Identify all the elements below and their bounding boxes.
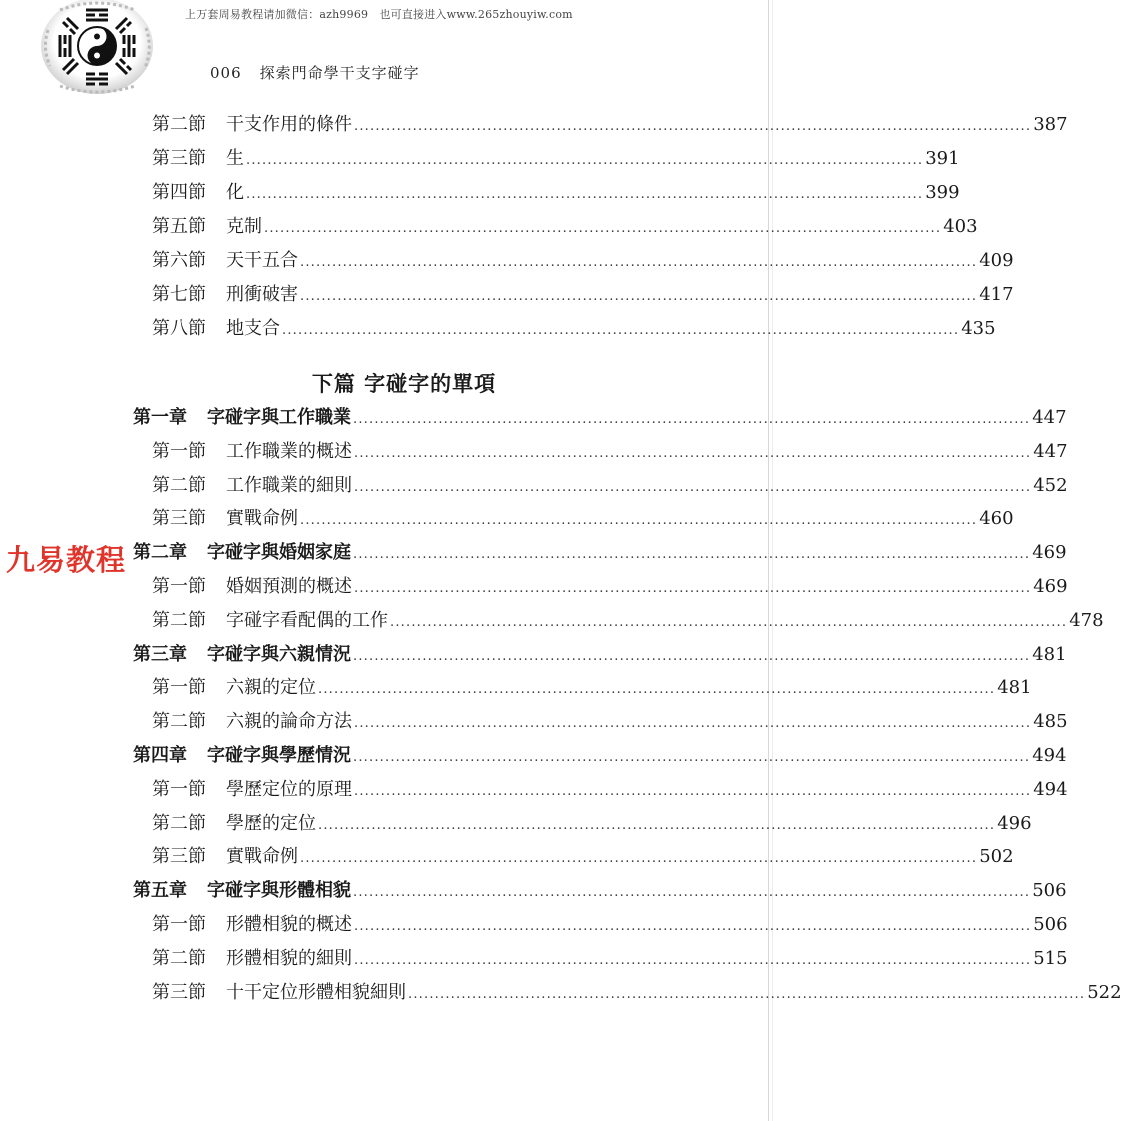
toc-entry-page: 452 <box>1033 474 1068 496</box>
toc-entry-title: 化 <box>226 182 244 203</box>
toc-section-entry <box>152 144 960 172</box>
toc-entry-title: 六親的定位 <box>226 677 316 699</box>
header-book-title: 探索門命學干支字碰字 <box>259 64 420 82</box>
toc-entry-label: 第五章 <box>133 880 187 902</box>
toc-dot-leader: ............................................................................................................................... <box>354 479 1032 495</box>
toc-entry-page: 478 <box>1069 609 1104 631</box>
toc-entry-page: 502 <box>979 846 1014 868</box>
toc-entry-title: 實戰命例 <box>226 508 298 530</box>
toc-section-entry <box>152 437 1068 465</box>
toc-entry-title: 字碰字與工作職業 <box>207 407 351 428</box>
toc-section-entry <box>152 178 960 206</box>
toc-section-entry <box>152 673 1032 701</box>
toc-entry-page: 391 <box>925 148 960 169</box>
toc-entry-page: 403 <box>943 216 978 237</box>
toc-entry-page: 469 <box>1032 542 1067 564</box>
toc-entry-label: 第一節 <box>152 914 206 935</box>
toc-entry-page: 399 <box>925 182 960 203</box>
toc-entry-title: 六親的論命方法 <box>226 711 352 733</box>
toc-entry-title: 刑衝破害 <box>226 284 298 305</box>
toc-section-entry <box>152 572 1068 600</box>
toc-dot-leader: ............................................................................................................................... <box>300 289 978 304</box>
toc-dot-leader: ............................................................................................................................... <box>282 323 960 338</box>
toc-section-entry <box>152 809 1032 837</box>
toc-entry-page: 494 <box>1032 745 1067 766</box>
toc-dot-leader: ............................................................................................................................... <box>390 614 1068 630</box>
toc-section-entry <box>152 775 1068 803</box>
watermark-text: 上万套周易教程请加微信：azh9969 也可直接进入www.265zhouyiw.com <box>185 8 573 21</box>
toc-section-entry <box>152 471 1068 499</box>
toc-entry-page: 522 <box>1087 981 1122 1003</box>
toc-dot-leader: ............................................................................................................................... <box>353 547 1031 563</box>
toc-chapter-entry <box>133 741 1067 769</box>
toc-entry-page: 506 <box>1032 880 1067 902</box>
toc-section-entry <box>152 246 1014 274</box>
toc-entry-label: 第二章 <box>133 542 187 564</box>
toc-dot-leader: ............................................................................................................................... <box>318 817 996 833</box>
toc-entry-page: 481 <box>997 677 1032 699</box>
toc-entry-title: 字碰字與形體相貌 <box>207 880 351 902</box>
toc-chapter-entry <box>133 403 1067 431</box>
toc-entry-page: 447 <box>1033 440 1068 462</box>
toc-dot-leader: ............................................................................................................................... <box>354 445 1032 461</box>
part-title: 下篇 字碰字的單項 <box>311 371 497 396</box>
toc-entry-title: 工作職業的概述 <box>226 440 352 462</box>
toc-dot-leader: ............................................................................................................................... <box>353 412 1031 427</box>
toc-section-entry <box>152 707 1068 735</box>
toc-entry-label: 第三節 <box>152 508 206 530</box>
toc-section-entry <box>152 606 1104 634</box>
toc-dot-leader: ............................................................................................................................... <box>354 952 1032 968</box>
toc-entry-title: 形體相貌的細則 <box>226 947 352 969</box>
toc-entry-title: 字碰字與婚姻家庭 <box>207 542 351 564</box>
toc-entry-title: 地支合 <box>226 318 280 339</box>
toc-entry-title: 十干定位形體相貌細則 <box>226 981 406 1003</box>
toc-entry-page: 515 <box>1033 947 1068 969</box>
toc-entry-label: 第八節 <box>152 318 206 339</box>
toc-dot-leader: ............................................................................................................................... <box>300 851 978 867</box>
toc-entry-label: 第一節 <box>152 576 206 597</box>
toc-entry-label: 第一節 <box>152 440 206 462</box>
toc-dot-leader: ............................................................................................................................... <box>264 221 942 236</box>
toc-entry-page: 481 <box>1032 643 1067 665</box>
toc-dot-leader: ............................................................................................................................... <box>246 153 924 168</box>
toc-section-entry <box>152 314 996 342</box>
toc-entry-label: 第二節 <box>152 474 206 496</box>
toc-dot-leader: ............................................................................................................................... <box>354 919 1032 934</box>
toc-chapter-entry <box>133 538 1067 566</box>
toc-section-entry <box>152 944 1068 972</box>
toc-entry-label: 第二節 <box>152 947 206 969</box>
toc-section-entry <box>152 842 1014 870</box>
toc-entry-page: 409 <box>979 250 1014 271</box>
toc-entry-title: 字碰字與六親情況 <box>207 643 351 665</box>
running-header <box>210 62 420 83</box>
toc-entry-page: 494 <box>1033 778 1068 800</box>
toc-dot-leader: ............................................................................................................................... <box>353 885 1031 901</box>
toc-dot-leader: ............................................................................................................................... <box>353 648 1031 664</box>
toc-section-entry <box>152 110 1068 138</box>
toc-section-entry <box>152 910 1068 938</box>
toc-entry-label: 第七節 <box>152 284 206 305</box>
toc-entry-label: 第四章 <box>133 745 187 766</box>
toc-entry-label: 第一節 <box>152 778 206 800</box>
toc-entry-title: 學歷定位的原理 <box>226 778 352 800</box>
toc-entry-page: 506 <box>1033 914 1068 935</box>
toc-entry-title: 干支作用的條件 <box>226 114 352 135</box>
toc-entry-title: 生 <box>226 148 244 169</box>
toc-chapter-entry <box>133 640 1067 668</box>
toc-section-entry <box>152 978 1122 1006</box>
toc-dot-leader: ............................................................................................................................... <box>246 187 924 202</box>
toc-entry-label: 第三節 <box>152 846 206 868</box>
toc-entry-title: 婚姻預測的概述 <box>226 576 352 597</box>
toc-entry-page: 417 <box>979 284 1014 305</box>
toc-entry-label: 第二節 <box>152 609 206 631</box>
toc-section-entry <box>152 280 1014 308</box>
toc-dot-leader: ............................................................................................................................... <box>354 581 1032 596</box>
toc-entry-label: 第二節 <box>152 812 206 834</box>
toc-entry-label: 第三節 <box>152 148 206 169</box>
toc-dot-leader: ............................................................................................................................... <box>300 513 978 529</box>
toc-dot-leader: ............................................................................................................................... <box>354 783 1032 799</box>
toc-dot-leader: ............................................................................................................................... <box>408 986 1086 1002</box>
toc-entry-label: 第三節 <box>152 981 206 1003</box>
toc-entry-title: 字碰字看配偶的工作 <box>226 609 388 631</box>
toc-entry-title: 實戰命例 <box>226 846 298 868</box>
toc-dot-leader: ............................................................................................................................... <box>353 750 1031 765</box>
toc-section-entry <box>152 504 1014 532</box>
toc-entry-label: 第二節 <box>152 711 206 733</box>
toc-entry-label: 第一章 <box>133 407 187 428</box>
watermark-stamp: 九易教程 <box>6 543 127 577</box>
toc-dot-leader: ............................................................................................................................... <box>354 119 1032 134</box>
toc-entry-page: 496 <box>997 812 1032 834</box>
toc-entry-label: 第二節 <box>152 114 206 135</box>
toc-entry-title: 工作職業的細則 <box>226 474 352 496</box>
toc-entry-label: 第六節 <box>152 250 206 271</box>
toc-entry-page: 469 <box>1033 576 1068 597</box>
toc-dot-leader: ............................................................................................................................... <box>318 682 996 698</box>
toc-entry-label: 第三章 <box>133 643 187 665</box>
toc-entry-page: 447 <box>1032 407 1067 428</box>
toc-entry-title: 學歷的定位 <box>226 812 316 834</box>
toc-entry-title: 形體相貌的概述 <box>226 914 352 935</box>
toc-entry-label: 第一節 <box>152 677 206 699</box>
toc-entry-label: 第五節 <box>152 216 206 237</box>
toc-entry-page: 485 <box>1033 711 1068 733</box>
toc-entry-title: 天干五合 <box>226 250 298 271</box>
toc-entry-page: 460 <box>979 508 1014 530</box>
toc-dot-leader: ............................................................................................................................... <box>354 716 1032 732</box>
toc-entry-page: 387 <box>1033 114 1068 135</box>
toc-chapter-entry <box>133 876 1067 904</box>
toc-entry-title: 克制 <box>226 216 262 237</box>
toc-entry-label: 第四節 <box>152 182 206 203</box>
toc-entry-title: 字碰字與學歷情況 <box>207 745 351 766</box>
toc-dot-leader: ............................................................................................................................... <box>300 255 978 270</box>
toc-section-entry <box>152 212 978 240</box>
header-page-number: 006 <box>210 64 242 82</box>
bagua-logo-icon <box>40 0 155 98</box>
toc-entry-page: 435 <box>961 318 996 339</box>
